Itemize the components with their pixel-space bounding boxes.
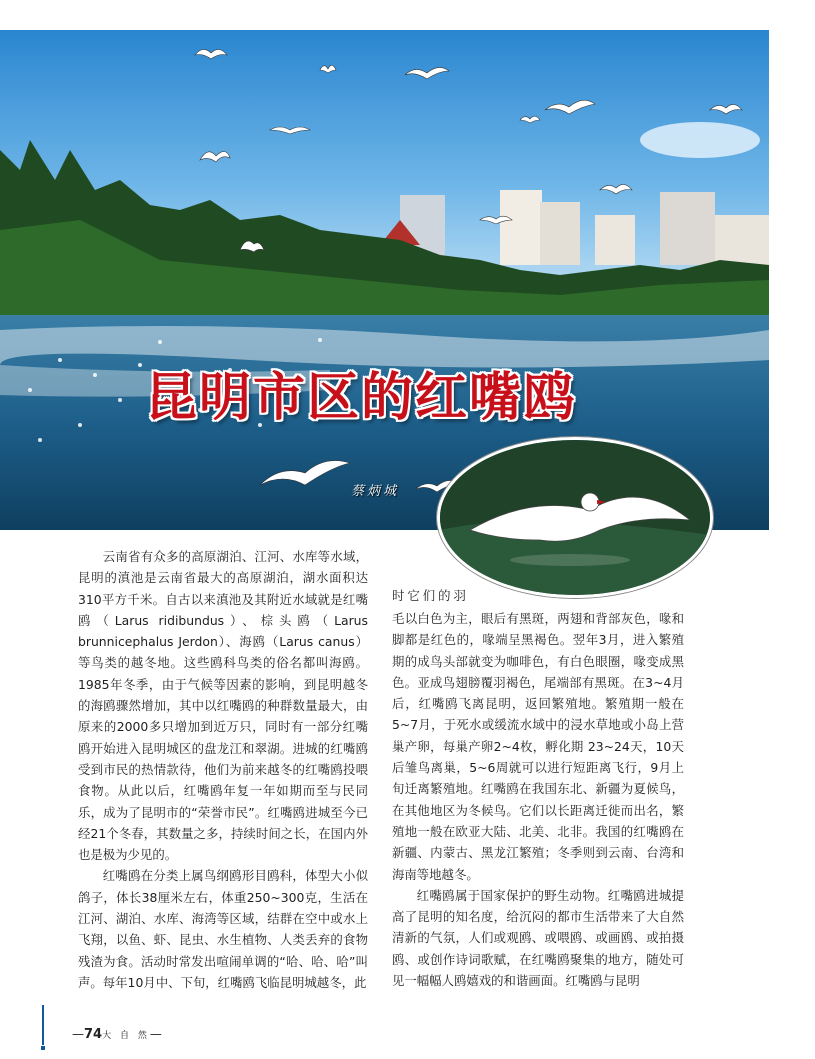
paragraph: 云南省有众多的高原湖泊、江河、水库等水域，昆明的滇池是云南省最大的高原湖泊，湖水面积达310平方千米。自古以来滇池及其附近水域就是红嘴鸥（Larus ridibundus）、棕头鸥（Larus brunnicephalus Jerdon）、海鸥（Larus canus）等鸟类的越冬地。这些鸥科鸟类的俗名都叫海鸥。1985年冬季，由于气候等因素的影响，到昆明越冬的海鸥骤然增加，其中以红嘴鸥的种群数量最大，由原来的2000多只增加到近万只，同时有一部分红嘴鸥开始进入昆明城区的盘龙江和翠湖。进城的红嘴鸥受到市民的热情款待，他们为前来越冬的红嘴鸥投喂食物。从此以后，红嘴鸥年复一年如期而至与民同乐，成为了昆明市的“荣誉市民”。红嘴鸥进城至今已经21个冬春，其数量之多，持续时间之长，在国内外也是极为少见的。 (78, 549, 368, 863)
margin-dot (41, 1046, 45, 1050)
column-lead-in: 时它们的羽 (392, 588, 469, 603)
paragraph: 红嘴鸥在分类上属鸟纲鸥形目鸥科，体型大小似鸽子，体长38厘米左右，体重250~300克，生活在江河、湖泊、水库、海湾等区域，结群在空中或水上飞翔，以鱼、虾、昆虫、水生植物、人类丢弃的食物残渣为食。活动时常发出喧闹单调的“哈、哈、哈”叫声。每年10月中、下旬，红嘴鸥飞临昆明城越冬，此 (78, 868, 368, 990)
margin-rule (42, 1005, 44, 1045)
gull-inset-photo (437, 437, 713, 598)
author-byline: 蔡炳城 (351, 484, 400, 499)
page-number: 74 (84, 1027, 103, 1042)
paragraph: 毛以白色为主，眼后有黑斑，两翅和背部灰色，喙和脚都是红色的，喙端呈黑褐色。翌年3月，进入繁殖期的成鸟头部就变为咖啡色，有白色眼圈，喙变成黑色。亚成鸟翅膀覆羽褐色，尾端部有黑斑。在3~4月后，红嘴鸥飞离昆明，返回繁殖地。繁殖期一般在5~7月，于死水或缓流水域中的浸水草地或小岛上营巢产卵，每巢产卵2~4枚，孵化期 23~24天，10天后雏鸟离巢，5~6周就可以进行短距离飞行，9月上旬迁离繁殖地。红嘴鸥在我国东北、新疆为夏候鸟，在其他地区为冬候鸟。它们以长距离迁徙而出名，繁殖地一般在欧亚大陆、北美、北非。我国的红嘴鸥在新疆、内蒙古、黑龙江繁殖；冬季则到云南、台湾和海南等地越冬。 (392, 611, 684, 882)
article-column-left (78, 546, 368, 993)
article-column-right (392, 608, 684, 991)
page-folio: —74大 自 然— (72, 1027, 162, 1042)
article-title: 昆明市区的红嘴鸥 (145, 367, 578, 428)
magazine-name: 大 自 然 (102, 1031, 150, 1041)
paragraph: 红嘴鸥属于国家保护的野生动物。红嘴鸥进城提高了昆明的知名度，给沉闷的都市生活带来了大自然清新的气氛，人们或观鸥、或喂鸥、或画鸥、或拍摄鸥、或创作诗词歌赋，在红嘴鸥聚集的地方，随处可见一幅幅人鸥嬉戏的和谐画面。红嘴鸥与昆明 (392, 887, 684, 989)
